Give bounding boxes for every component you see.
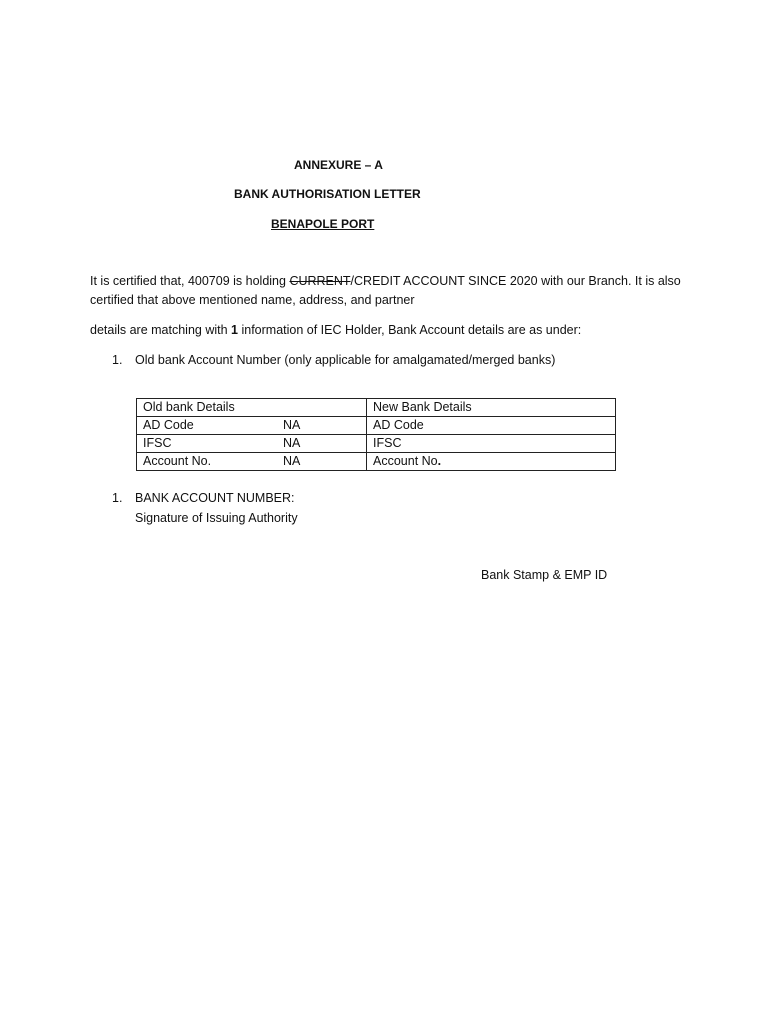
details-suffix: information of IEC Holder, Bank Account details are as under:: [238, 323, 582, 337]
old-account-note: Old bank Account Number (only applicable for amalgamated/merged banks): [135, 353, 556, 367]
signature-label: Signature of Issuing Authority: [135, 511, 298, 525]
new-details-header: New Bank Details: [367, 399, 616, 417]
new-label: IFSC: [373, 436, 402, 450]
list-item-number: 1.: [112, 353, 123, 367]
new-label: AD Code: [373, 418, 424, 432]
table-row: [137, 435, 616, 453]
certification-line-2: certified that above mentioned name, address, and partner: [90, 293, 415, 307]
new-cell: [367, 453, 616, 471]
bank-stamp-label: Bank Stamp & EMP ID: [481, 568, 608, 582]
certification-line-3: [90, 323, 581, 337]
details-prefix: details are matching with: [90, 323, 232, 337]
certification-suffix: /CREDIT ACCOUNT SINCE 2020 with our Branch. It is also: [350, 274, 681, 288]
old-details-header: Old bank Details: [137, 399, 367, 417]
old-value: NA: [283, 436, 301, 450]
new-label: Account No: [373, 454, 438, 468]
bank-account-number-label: BANK ACCOUNT NUMBER:: [135, 491, 295, 505]
old-cell: [137, 417, 367, 435]
new-cell: [367, 435, 616, 453]
details-count: 1: [231, 323, 238, 337]
table-row: [137, 417, 616, 435]
new-suffix: .: [437, 454, 442, 468]
old-label: IFSC: [143, 436, 172, 450]
old-label: Account No.: [143, 454, 212, 468]
old-cell: [137, 435, 367, 453]
table-header-row: [137, 399, 616, 417]
port-heading: BENAPOLE PORT: [271, 217, 375, 231]
old-value: NA: [283, 418, 301, 432]
certification-prefix: It is certified that, 400709 is holding: [90, 274, 290, 288]
table-row: [137, 453, 616, 471]
new-cell: [367, 417, 616, 435]
struck-account-type: CURRENT: [289, 274, 351, 288]
annexure-heading: ANNEXURE – A: [294, 158, 383, 172]
letter-title: BANK AUTHORISATION LETTER: [234, 187, 421, 201]
old-label: AD Code: [143, 418, 194, 432]
bank-details-table: [136, 398, 616, 471]
old-cell: [137, 453, 367, 471]
list-item-number: 1.: [112, 491, 123, 505]
certification-line-1: [90, 274, 681, 288]
old-value: NA: [283, 454, 301, 468]
